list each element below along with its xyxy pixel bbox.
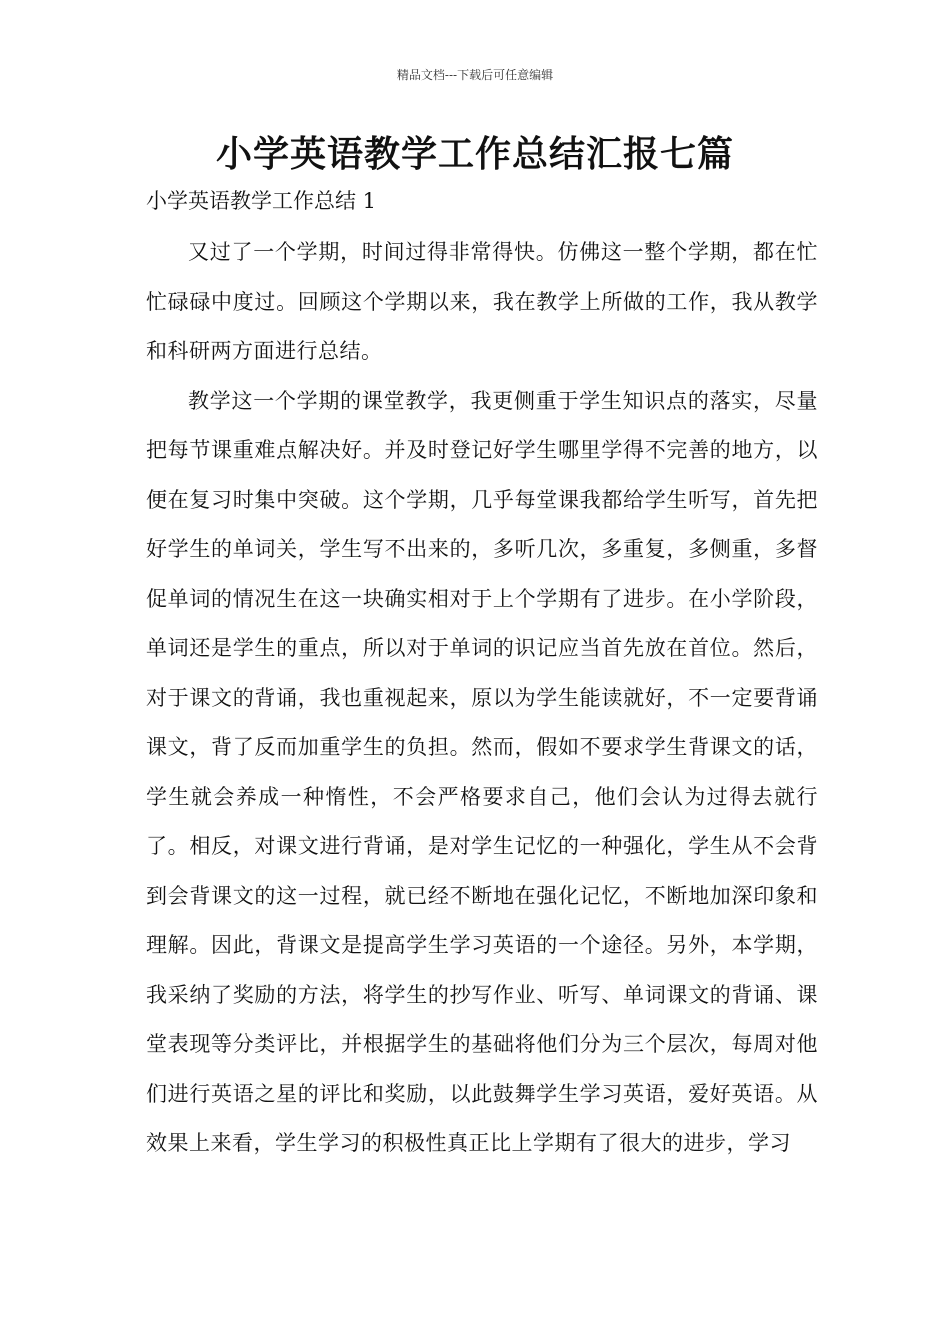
- paragraph: 教学这一个学期的课堂教学，我更侧重于学生知识点的落实，尽量把每节课重难点解决好。并及时登记好学生哪里学得不完善的地方，以便在复习时集中突破。这个学期，几乎每堂课我都给学生听写，首先把好学生的单词关，学生写不出来的，多听几次，多重复，多侧重，多督促单词的情况生在这一块确实相对于上个学期有了进步。在小学阶段，单词还是学生的重点，所以对于单词的识记应当首先放在首位。然后，对于课文的背诵，我也重视起来，原以为学生能读就好，不一定要背诵课文，背了反而加重学生的负担。然而，假如不要求学生背课文的话，学生就会养成一种惰性，不会严格要求自己，他们会认为过得去就行了。相反，对课文进行背诵，是对学生记忆的一种强化，学生从不会背到会背课文的这一过程，就已经不断地在强化记忆，不断地加深印象和理解。因此，背课文是提高学生学习英语的一个途径。另外，本学期，我采纳了奖励的方法，将学生的抄写作业、听写、单词课文的背诵、课堂表现等分类评比，并根据学生的基础将他们分为三个层次，每周对他们进行英语之星的评比和奖励，以此鼓舞学生学习英语，爱好英语。从效果上来看，学生学习的积极性真正比上学期有了很大的进步，学习: [146, 388, 818, 1155]
- paragraph: 又过了一个学期，时间过得非常得快。仿佛这一整个学期，都在忙忙碌碌中度过。回顾这个学期以来，我在教学上所做的工作，我从教学和科研两方面进行总结。: [146, 240, 818, 363]
- document-title: 小学英语教学工作总结汇报七篇: [215, 133, 734, 175]
- section-heading: 小学英语教学工作总结 1: [146, 189, 377, 213]
- document-body: [146, 228, 818, 1169]
- header-note: 精品文档---下载后可任意编辑: [396, 68, 554, 82]
